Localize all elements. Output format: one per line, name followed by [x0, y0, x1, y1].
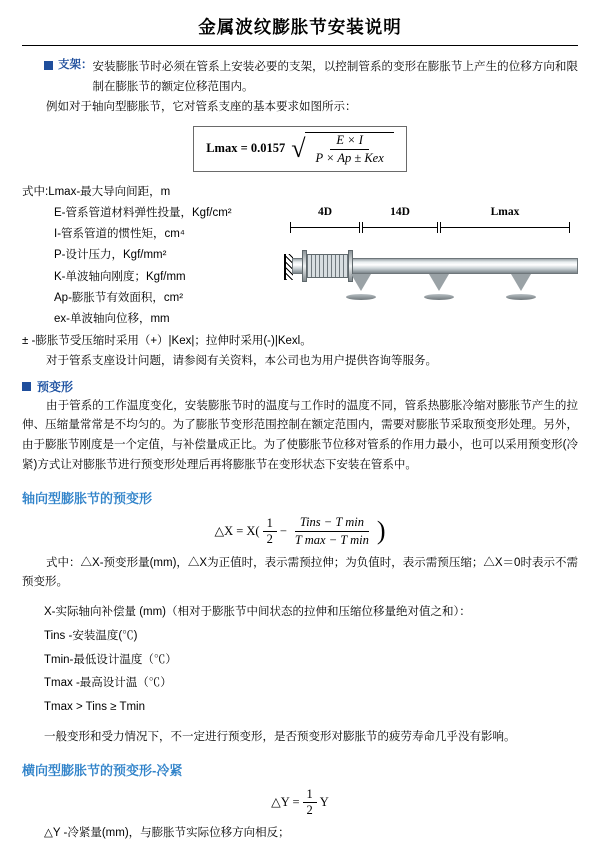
legend-item: E-管系管道材料弹性投量，Kgf/cm²	[54, 206, 232, 219]
formula-lmax-numerator: E × I	[330, 133, 368, 150]
page-title: 金属波纹膨胀节安装说明	[198, 17, 402, 37]
lateral-equation-lhs: △Y =	[271, 795, 300, 810]
support-cone-icon	[429, 274, 449, 291]
lateral-subheading: 横向型膨胀节的预变形-冷紧	[22, 762, 183, 778]
legend-item: ± -膨胀节受压缩时采用（+）|Kex|；拉伸时采用(-)|Kexl。	[22, 334, 312, 347]
axial-subheading: 轴向型膨胀节的预变形	[22, 490, 153, 506]
formula-lmax-fraction	[305, 132, 393, 166]
axial-equation	[22, 515, 578, 548]
axial-temp-ratio-denominator: T max − T min	[294, 532, 369, 547]
pipe-support-icon	[346, 274, 376, 300]
formula-lmax-denominator: P × Ap ± Kex	[315, 150, 384, 165]
legend-item: Ap-膨胀节有效面积，cm²	[54, 292, 184, 304]
axial-half-denominator: 2	[266, 531, 273, 546]
dimension-14d-bar	[362, 227, 438, 228]
lateral-equation-body	[271, 787, 329, 818]
spacer	[22, 718, 578, 724]
document-page	[0, 14, 600, 839]
dimension-14d-label: 14D	[390, 205, 410, 218]
bracket-heading: 支架：	[58, 59, 93, 71]
legend-item: P-设计压力，Kgf/mm²	[54, 249, 167, 262]
dimension-lmax-label: Lmax	[490, 205, 520, 218]
dimension-row	[284, 206, 580, 236]
axial-term: Tmax > Tins ≥ Tmin	[44, 701, 145, 714]
sqrt-group	[291, 132, 394, 166]
axial-expansion-joint-diagram	[284, 206, 580, 324]
tick-left-icon	[290, 222, 291, 233]
lateral-half-denominator: 2	[306, 802, 313, 817]
pipe-assembly	[284, 236, 580, 320]
axial-minus-sign: −	[279, 523, 287, 538]
tick-left-icon	[362, 222, 363, 233]
axial-half-fraction	[263, 516, 277, 547]
bullet-square-icon	[22, 382, 31, 391]
lateral-half-numerator: 1	[303, 787, 317, 803]
pipe-support-icon	[424, 274, 454, 300]
formula-lmax-body	[193, 126, 407, 172]
legend-item: ex-单波轴向位移，mm	[54, 313, 170, 326]
axial-temp-ratio-numerator: Tins − T min	[295, 515, 369, 532]
bullet-square-icon	[44, 61, 53, 70]
dimension-lmax	[440, 206, 570, 234]
spacer	[22, 593, 578, 599]
drawing-column	[284, 182, 580, 324]
lateral-explain: △Y -冷紧量(mm)，与膨胀节实际位移方向相反；	[44, 826, 290, 839]
lateral-equation-rhs: Y	[319, 794, 329, 809]
axial-temp-ratio	[290, 515, 374, 548]
legend-item: 式中:Lmax-最大导向间距，m	[22, 185, 171, 198]
dimension-lmax-bar	[440, 227, 570, 228]
axial-half-numerator: 1	[263, 516, 277, 532]
legend-item: I-管系管道的惯性矩，cm⁴	[54, 228, 185, 241]
predeform-section-heading	[22, 378, 578, 395]
axial-note: 一般变形和受力情况下，不一定进行预变形，是否预变形对膨胀节的疲劳寿命几乎没有影响。	[44, 730, 516, 743]
support-base-icon	[506, 294, 536, 300]
legend-and-drawing	[22, 182, 578, 352]
bracket-section	[22, 56, 578, 98]
axial-equation-lhs: △X = X(	[214, 524, 260, 539]
lateral-equation	[22, 787, 578, 818]
support-base-icon	[424, 294, 454, 300]
pipe-support-icon	[506, 274, 536, 300]
dimension-4d	[290, 206, 360, 234]
legend-item: K-单波轴向刚度；Kgf/mm	[54, 270, 186, 283]
predeform-paragraph: 由于管系的工作温度变化，安装膨胀节时的温度与工作时的温度不同，管系热膨胀冷缩对膨胀节产生的拉伸、压缩量常常是不均匀的。为了膨胀节变形范围控制在额定范围内，需要对膨胀节采取预变形处理。另外，由于膨胀节刚度是一个定值，与补偿量成正比。为了使膨胀节位移对管系的作用力最小，也可以采用预变形(冷紧)方式让对膨胀节进行预变形处理后再将膨胀节在变形状态下安装在管系中。	[22, 399, 578, 471]
legend-list	[22, 182, 312, 352]
axial-term: Tmax -最高设计温（℃）	[44, 677, 172, 690]
formula-lmax-lhs: Lmax = 0.0157	[206, 141, 286, 156]
bracket-paragraph-1: 安装膨胀节时必须在管系上安装必要的支架，以控制管系的变形在膨胀节上产生的位移方向和限制在膨胀节的额定位移范围内。	[92, 61, 578, 94]
predeform-heading-label: 预变形	[37, 379, 74, 394]
axial-explain: 式中：△X-预变形量(mm)，△X为正值时，表示需预拉伸；为负值时，表示需预压缩；△X＝0时表示不需预变形。	[22, 556, 578, 589]
support-cone-icon	[511, 274, 531, 291]
tick-right-icon	[437, 222, 438, 233]
dimension-14d	[362, 206, 438, 234]
support-cone-icon	[351, 274, 371, 291]
dimension-4d-label: 4D	[317, 205, 333, 218]
tick-right-icon	[569, 222, 570, 233]
legend-note: 对于管系支座设计问题，请参阅有关资料，本公司也为用户提供咨询等服务。	[46, 354, 437, 367]
axial-term: Tins -安装温度(℃)	[44, 629, 138, 642]
lateral-half-fraction	[303, 787, 317, 818]
tick-left-icon	[440, 222, 441, 233]
tick-right-icon	[359, 222, 360, 233]
radical-icon: √	[291, 133, 306, 163]
formula-lmax	[22, 126, 578, 172]
axial-equation-body	[214, 515, 385, 548]
dimension-4d-bar	[290, 227, 360, 228]
bracket-heading-lead	[22, 56, 93, 76]
axial-equation-close-paren: )	[376, 515, 386, 545]
title-divider	[22, 45, 578, 46]
metal-bellows-icon	[306, 254, 350, 278]
axial-term: Tmin-最低设计温度（℃）	[44, 653, 177, 666]
axial-term: X-实际轴向补偿量 (mm)（相对于膨胀节中间状态的拉伸和压缩位移量绝对值之和）：	[44, 606, 471, 619]
bracket-paragraph-2: 例如对于轴向型膨胀节，它对管系支座的基本要求如图所示：	[46, 100, 357, 113]
support-base-icon	[346, 294, 376, 300]
